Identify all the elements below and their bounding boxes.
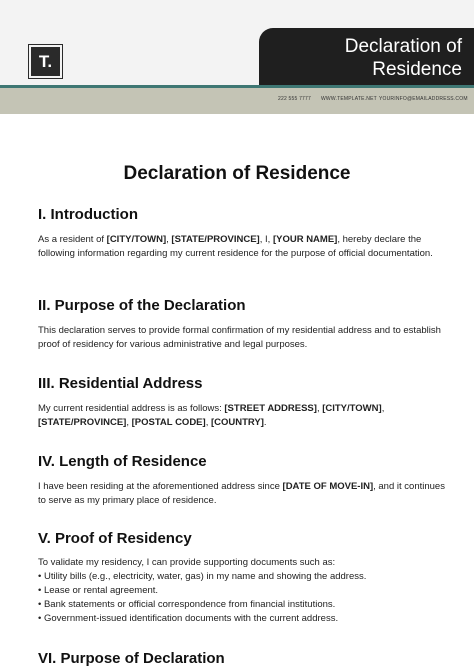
contact-website: WWW.TEMPLATE.NET <box>321 96 377 102</box>
list-item: • Government-issued identification documents with the current address. <box>38 612 448 626</box>
list-item: • Lease or rental agreement. <box>38 584 448 598</box>
proof-list <box>38 570 448 626</box>
section-length-of-residence <box>38 453 448 508</box>
section-heading: VI. Purpose of Declaration <box>38 650 225 667</box>
list-item: • Utility bills (e.g., electricity, water, gas) in my name and showing the address. <box>38 570 448 584</box>
section-paragraph: This declaration serves to provide formal confirmation of my residential address and to establish proof of residency for various administrative and legal purposes. <box>38 325 441 350</box>
logo-letter: T. <box>38 52 53 71</box>
section-proof-of-residency <box>38 530 448 626</box>
list-item: • Bank statements or official correspondence from financial institutions. <box>38 598 448 612</box>
section-heading: III. Residential Address <box>38 375 203 392</box>
contact-email: YOURINFO@EMAILADDRESS.COM <box>379 96 468 102</box>
section-heading: V. Proof of Residency <box>38 530 192 547</box>
section-paragraph: My current residential address is as follows: [STREET ADDRESS], [CITY/TOWN], [STATE/PROVINCE], [POSTAL CODE], [COUNTRY]. <box>38 403 385 428</box>
section-residential-address <box>38 375 448 430</box>
document-title: Declaration of Residence <box>123 163 351 184</box>
contact-phone: 222 555 7777 <box>278 96 311 102</box>
document-header <box>0 0 474 114</box>
contact-bar <box>0 88 474 114</box>
logo <box>29 45 62 78</box>
section-heading: IV. Length of Residence <box>38 453 207 470</box>
section-heading: II. Purpose of the Declaration <box>38 297 246 314</box>
header-title-line-2: Residence <box>372 59 462 80</box>
section-introduction <box>38 206 448 261</box>
section-paragraph: As a resident of [CITY/TOWN], [STATE/PROVINCE], I, [YOUR NAME], hereby declare the following information regarding my current residence for the purpose of official documentation. <box>38 234 433 259</box>
header-title-line-1: Declaration of <box>344 36 462 57</box>
section-purpose <box>38 297 448 352</box>
section-heading: I. Introduction <box>38 206 138 223</box>
section-paragraph: To validate my residency, I can provide supporting documents such as: <box>38 557 336 568</box>
section-paragraph: I have been residing at the aforementioned address since [DATE OF MOVE-IN], and it continues to serve as my primary place of residence. <box>38 481 445 506</box>
header-title-box <box>259 28 474 86</box>
section-purpose-of-declaration <box>38 650 448 668</box>
